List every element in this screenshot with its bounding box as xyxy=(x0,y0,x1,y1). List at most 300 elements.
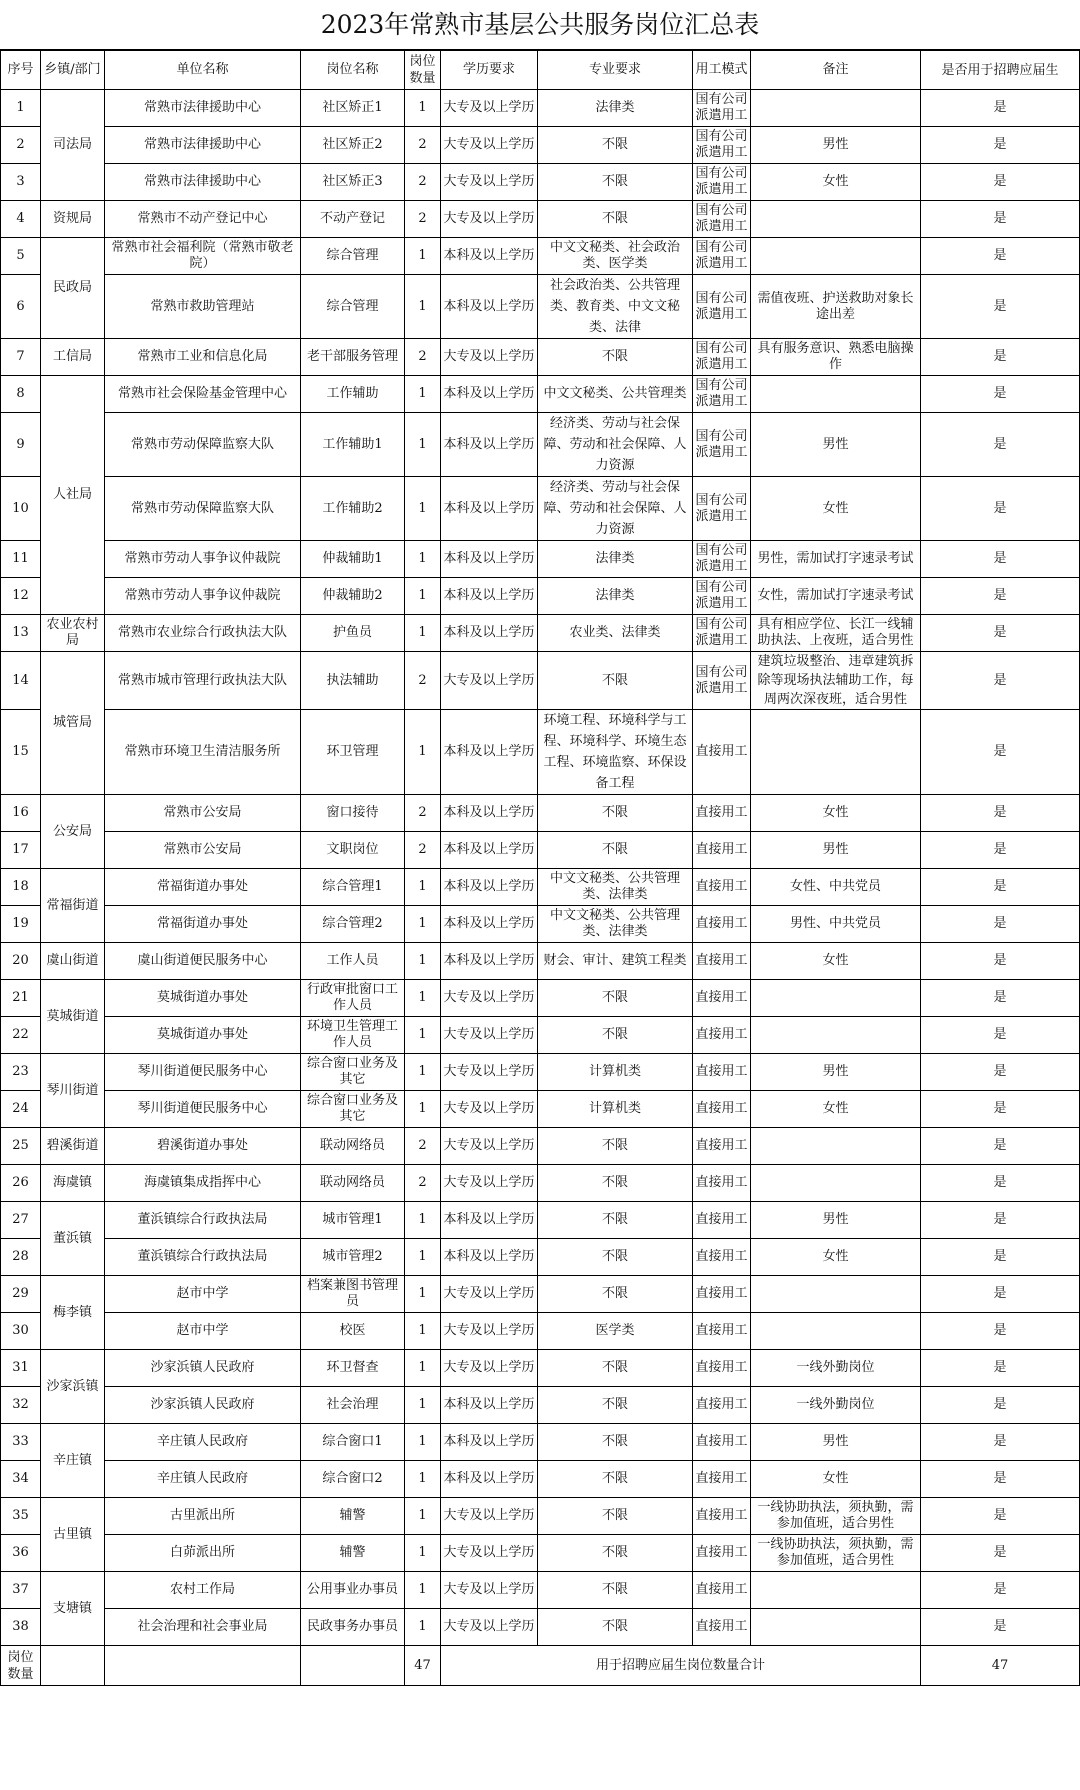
cell-note xyxy=(751,201,921,238)
cell-fresh: 是 xyxy=(921,1054,1080,1091)
cell-count: 1 xyxy=(405,1017,441,1054)
table-row xyxy=(1,413,1080,477)
cell-edu: 本科及以上学历 xyxy=(441,1387,538,1424)
cell-no: 16 xyxy=(1,795,41,832)
cell-edu: 本科及以上学历 xyxy=(441,477,538,541)
cell-no: 20 xyxy=(1,943,41,980)
cell-no: 13 xyxy=(1,615,41,652)
cell-fresh: 是 xyxy=(921,339,1080,376)
cell-post: 综合管理 xyxy=(301,238,405,275)
cell-mode: 直接用工 xyxy=(693,1609,751,1646)
col-header-dept: 乡镇/部门 xyxy=(41,51,105,90)
cell-post: 环卫管理 xyxy=(301,710,405,795)
cell-unit: 董浜镇综合行政执法局 xyxy=(105,1239,301,1276)
cell-fresh: 是 xyxy=(921,90,1080,127)
cell-edu: 大专及以上学历 xyxy=(441,1091,538,1128)
cell-no: 26 xyxy=(1,1165,41,1202)
cell-post: 护鱼员 xyxy=(301,615,405,652)
col-header-post: 岗位名称 xyxy=(301,51,405,90)
col-header-major: 专业要求 xyxy=(538,51,693,90)
cell-no: 25 xyxy=(1,1128,41,1165)
cell-edu: 大专及以上学历 xyxy=(441,201,538,238)
cell-unit: 莫城街道办事处 xyxy=(105,980,301,1017)
cell-edu: 大专及以上学历 xyxy=(441,1313,538,1350)
cell-edu: 本科及以上学历 xyxy=(441,413,538,477)
cell-note: 男性 xyxy=(751,127,921,164)
cell-edu: 本科及以上学历 xyxy=(441,1424,538,1461)
cell-mode: 直接用工 xyxy=(693,906,751,943)
cell-unit: 白茆派出所 xyxy=(105,1535,301,1572)
cell-note xyxy=(751,376,921,413)
table-row xyxy=(1,201,1080,238)
col-header-edu: 学历要求 xyxy=(441,51,538,90)
cell-count: 2 xyxy=(405,1128,441,1165)
cell-major: 农业类、法律类 xyxy=(538,615,693,652)
cell-major: 计算机类 xyxy=(538,1054,693,1091)
cell-fresh: 是 xyxy=(921,710,1080,795)
cell-dept: 虞山街道 xyxy=(41,943,105,980)
footer-fresh-label: 用于招聘应届生岗位数量合计 xyxy=(441,1646,921,1686)
cell-count: 1 xyxy=(405,1276,441,1313)
cell-no: 23 xyxy=(1,1054,41,1091)
cell-major: 不限 xyxy=(538,1017,693,1054)
cell-no: 30 xyxy=(1,1313,41,1350)
cell-fresh: 是 xyxy=(921,1017,1080,1054)
cell-count: 1 xyxy=(405,1572,441,1609)
cell-unit: 常福街道办事处 xyxy=(105,869,301,906)
cell-mode: 国有公司派遣用工 xyxy=(693,652,751,710)
cell-no: 6 xyxy=(1,275,41,339)
table-row xyxy=(1,906,1080,943)
cell-unit: 赵市中学 xyxy=(105,1276,301,1313)
cell-post: 城市管理2 xyxy=(301,1239,405,1276)
cell-major: 不限 xyxy=(538,1535,693,1572)
cell-fresh: 是 xyxy=(921,1572,1080,1609)
cell-no: 34 xyxy=(1,1461,41,1498)
cell-count: 1 xyxy=(405,477,441,541)
cell-note: 女性 xyxy=(751,477,921,541)
cell-unit: 赵市中学 xyxy=(105,1313,301,1350)
cell-major: 不限 xyxy=(538,1350,693,1387)
cell-unit: 常熟市不动产登记中心 xyxy=(105,201,301,238)
cell-count: 1 xyxy=(405,541,441,578)
cell-post: 辅警 xyxy=(301,1535,405,1572)
cell-unit: 常熟市劳动保障监察大队 xyxy=(105,477,301,541)
cell-fresh: 是 xyxy=(921,1091,1080,1128)
cell-fresh: 是 xyxy=(921,1165,1080,1202)
cell-edu: 本科及以上学历 xyxy=(441,943,538,980)
table-row xyxy=(1,238,1080,275)
cell-post: 环卫督查 xyxy=(301,1350,405,1387)
cell-fresh: 是 xyxy=(921,541,1080,578)
footer-total-count: 47 xyxy=(405,1646,441,1686)
cell-no: 14 xyxy=(1,652,41,710)
cell-dept: 常福街道 xyxy=(41,869,105,943)
cell-major: 法律类 xyxy=(538,90,693,127)
cell-dept: 海虞镇 xyxy=(41,1165,105,1202)
table-row xyxy=(1,1535,1080,1572)
cell-edu: 大专及以上学历 xyxy=(441,339,538,376)
cell-unit: 古里派出所 xyxy=(105,1498,301,1535)
cell-unit: 常熟市劳动人事争议仲裁院 xyxy=(105,578,301,615)
cell-mode: 国有公司派遣用工 xyxy=(693,275,751,339)
cell-post: 综合管理 xyxy=(301,275,405,339)
cell-note xyxy=(751,1017,921,1054)
table-row xyxy=(1,1387,1080,1424)
cell-major: 中文文秘类、公共管理类、法律类 xyxy=(538,869,693,906)
cell-major: 法律类 xyxy=(538,541,693,578)
cell-fresh: 是 xyxy=(921,1387,1080,1424)
cell-mode: 直接用工 xyxy=(693,980,751,1017)
cell-post: 公用事业办事员 xyxy=(301,1572,405,1609)
cell-dept: 碧溪街道 xyxy=(41,1128,105,1165)
page-title: 2023年常熟市基层公共服务岗位汇总表 xyxy=(0,0,1080,50)
cell-major: 医学类 xyxy=(538,1313,693,1350)
cell-fresh: 是 xyxy=(921,1498,1080,1535)
cell-edu: 本科及以上学历 xyxy=(441,615,538,652)
table-row xyxy=(1,980,1080,1017)
cell-count: 1 xyxy=(405,943,441,980)
cell-no: 36 xyxy=(1,1535,41,1572)
cell-count: 2 xyxy=(405,1165,441,1202)
cell-edu: 大专及以上学历 xyxy=(441,1017,538,1054)
cell-mode: 国有公司派遣用工 xyxy=(693,339,751,376)
cell-note: 男性 xyxy=(751,1424,921,1461)
cell-unit: 社会治理和社会事业局 xyxy=(105,1609,301,1646)
cell-count: 1 xyxy=(405,1609,441,1646)
cell-count: 2 xyxy=(405,339,441,376)
cell-no: 38 xyxy=(1,1609,41,1646)
cell-dept: 董浜镇 xyxy=(41,1202,105,1276)
footer-empty-cell xyxy=(105,1646,301,1686)
cell-mode: 国有公司派遣用工 xyxy=(693,413,751,477)
cell-note: 男性 xyxy=(751,1054,921,1091)
cell-note: 女性，需加试打字速录考试 xyxy=(751,578,921,615)
cell-fresh: 是 xyxy=(921,1313,1080,1350)
cell-edu: 大专及以上学历 xyxy=(441,1535,538,1572)
cell-fresh: 是 xyxy=(921,652,1080,710)
cell-major: 中文文秘类、社会政治类、医学类 xyxy=(538,238,693,275)
cell-count: 1 xyxy=(405,906,441,943)
cell-unit: 常熟市工业和信息化局 xyxy=(105,339,301,376)
cell-no: 28 xyxy=(1,1239,41,1276)
cell-mode: 直接用工 xyxy=(693,1165,751,1202)
col-header-note: 备注 xyxy=(751,51,921,90)
cell-edu: 大专及以上学历 xyxy=(441,652,538,710)
cell-note: 女性 xyxy=(751,1091,921,1128)
cell-mode: 国有公司派遣用工 xyxy=(693,201,751,238)
cell-count: 1 xyxy=(405,578,441,615)
cell-edu: 大专及以上学历 xyxy=(441,980,538,1017)
cell-unit: 常熟市社会保险基金管理中心 xyxy=(105,376,301,413)
cell-note: 具有服务意识、熟悉电脑操作 xyxy=(751,339,921,376)
table-row xyxy=(1,1424,1080,1461)
cell-mode: 国有公司派遣用工 xyxy=(693,615,751,652)
cell-major: 中文文秘类、公共管理类、法律类 xyxy=(538,906,693,943)
cell-dept: 支塘镇 xyxy=(41,1572,105,1646)
cell-fresh: 是 xyxy=(921,1461,1080,1498)
cell-count: 2 xyxy=(405,127,441,164)
cell-post: 窗口接待 xyxy=(301,795,405,832)
table-row xyxy=(1,1350,1080,1387)
cell-major: 计算机类 xyxy=(538,1091,693,1128)
cell-mode: 直接用工 xyxy=(693,1535,751,1572)
cell-count: 1 xyxy=(405,1313,441,1350)
cell-no: 9 xyxy=(1,413,41,477)
cell-major: 不限 xyxy=(538,1128,693,1165)
cell-dept: 公安局 xyxy=(41,795,105,869)
table-row xyxy=(1,164,1080,201)
cell-post: 工作辅助1 xyxy=(301,413,405,477)
cell-count: 1 xyxy=(405,710,441,795)
cell-note: 女性 xyxy=(751,943,921,980)
cell-major: 不限 xyxy=(538,1498,693,1535)
cell-edu: 大专及以上学历 xyxy=(441,164,538,201)
cell-unit: 常熟市环境卫生清洁服务所 xyxy=(105,710,301,795)
cell-edu: 本科及以上学历 xyxy=(441,238,538,275)
cell-mode: 国有公司派遣用工 xyxy=(693,477,751,541)
cell-count: 1 xyxy=(405,238,441,275)
cell-post: 城市管理1 xyxy=(301,1202,405,1239)
cell-edu: 大专及以上学历 xyxy=(441,1572,538,1609)
cell-mode: 直接用工 xyxy=(693,1276,751,1313)
cell-fresh: 是 xyxy=(921,127,1080,164)
cell-mode: 国有公司派遣用工 xyxy=(693,164,751,201)
cell-no: 18 xyxy=(1,869,41,906)
cell-note: 一线协助执法，须执勤，需参加值班，适合男性 xyxy=(751,1535,921,1572)
cell-no: 4 xyxy=(1,201,41,238)
cell-count: 1 xyxy=(405,1054,441,1091)
cell-major: 中文文秘类、公共管理类 xyxy=(538,376,693,413)
table-row xyxy=(1,943,1080,980)
cell-edu: 大专及以上学历 xyxy=(441,1498,538,1535)
cell-unit: 莫城街道办事处 xyxy=(105,1017,301,1054)
cell-fresh: 是 xyxy=(921,1202,1080,1239)
cell-edu: 本科及以上学历 xyxy=(441,906,538,943)
cell-count: 1 xyxy=(405,1350,441,1387)
cell-edu: 本科及以上学历 xyxy=(441,275,538,339)
cell-fresh: 是 xyxy=(921,1609,1080,1646)
cell-note: 需值夜班、护送救助对象长途出差 xyxy=(751,275,921,339)
table-row xyxy=(1,477,1080,541)
cell-post: 社会治理 xyxy=(301,1387,405,1424)
cell-major: 法律类 xyxy=(538,578,693,615)
cell-no: 8 xyxy=(1,376,41,413)
cell-note: 男性 xyxy=(751,832,921,869)
cell-major: 不限 xyxy=(538,1165,693,1202)
table-row xyxy=(1,710,1080,795)
table-row xyxy=(1,275,1080,339)
cell-dept: 莫城街道 xyxy=(41,980,105,1054)
table-row xyxy=(1,90,1080,127)
table-row xyxy=(1,1313,1080,1350)
cell-edu: 大专及以上学历 xyxy=(441,127,538,164)
cell-post: 综合窗口业务及其它 xyxy=(301,1091,405,1128)
table-row xyxy=(1,615,1080,652)
cell-no: 19 xyxy=(1,906,41,943)
cell-major: 不限 xyxy=(538,201,693,238)
cell-major: 不限 xyxy=(538,1202,693,1239)
cell-edu: 本科及以上学历 xyxy=(441,1202,538,1239)
cell-count: 1 xyxy=(405,980,441,1017)
cell-no: 37 xyxy=(1,1572,41,1609)
cell-count: 1 xyxy=(405,1461,441,1498)
cell-fresh: 是 xyxy=(921,615,1080,652)
cell-count: 1 xyxy=(405,275,441,339)
cell-no: 12 xyxy=(1,578,41,615)
cell-edu: 大专及以上学历 xyxy=(441,1128,538,1165)
cell-edu: 大专及以上学历 xyxy=(441,1054,538,1091)
table-row xyxy=(1,869,1080,906)
cell-fresh: 是 xyxy=(921,578,1080,615)
cell-major: 不限 xyxy=(538,1239,693,1276)
cell-note: 一线协助执法，须执勤，需参加值班，适合男性 xyxy=(751,1498,921,1535)
cell-fresh: 是 xyxy=(921,1239,1080,1276)
cell-note: 女性 xyxy=(751,1239,921,1276)
cell-note xyxy=(751,1609,921,1646)
cell-unit: 虞山街道便民服务中心 xyxy=(105,943,301,980)
cell-mode: 直接用工 xyxy=(693,1054,751,1091)
cell-count: 2 xyxy=(405,164,441,201)
cell-unit: 辛庄镇人民政府 xyxy=(105,1461,301,1498)
cell-count: 1 xyxy=(405,615,441,652)
cell-fresh: 是 xyxy=(921,1276,1080,1313)
cell-unit: 沙家浜镇人民政府 xyxy=(105,1350,301,1387)
cell-post: 综合管理1 xyxy=(301,869,405,906)
cell-fresh: 是 xyxy=(921,832,1080,869)
cell-major: 社会政治类、公共管理类、教育类、中文文秘类、法律 xyxy=(538,275,693,339)
cell-edu: 大专及以上学历 xyxy=(441,1609,538,1646)
cell-unit: 常熟市劳动人事争议仲裁院 xyxy=(105,541,301,578)
cell-dept: 资规局 xyxy=(41,201,105,238)
cell-post: 社区矫正1 xyxy=(301,90,405,127)
cell-edu: 本科及以上学历 xyxy=(441,376,538,413)
cell-post: 综合窗口1 xyxy=(301,1424,405,1461)
cell-unit: 琴川街道便民服务中心 xyxy=(105,1091,301,1128)
cell-unit: 董浜镇综合行政执法局 xyxy=(105,1202,301,1239)
cell-post: 工作人员 xyxy=(301,943,405,980)
cell-major: 不限 xyxy=(538,1276,693,1313)
cell-mode: 国有公司派遣用工 xyxy=(693,238,751,275)
cell-post: 工作辅助 xyxy=(301,376,405,413)
cell-edu: 大专及以上学历 xyxy=(441,90,538,127)
cell-fresh: 是 xyxy=(921,477,1080,541)
cell-dept: 沙家浜镇 xyxy=(41,1350,105,1424)
cell-fresh: 是 xyxy=(921,1128,1080,1165)
cell-edu: 本科及以上学历 xyxy=(441,832,538,869)
table-row xyxy=(1,339,1080,376)
cell-note: 女性 xyxy=(751,795,921,832)
cell-major: 不限 xyxy=(538,652,693,710)
table-row xyxy=(1,1276,1080,1313)
cell-edu: 本科及以上学历 xyxy=(441,710,538,795)
cell-mode: 直接用工 xyxy=(693,1313,751,1350)
cell-fresh: 是 xyxy=(921,795,1080,832)
cell-mode: 直接用工 xyxy=(693,1017,751,1054)
cell-no: 2 xyxy=(1,127,41,164)
cell-count: 2 xyxy=(405,652,441,710)
cell-post: 联动网络员 xyxy=(301,1165,405,1202)
cell-fresh: 是 xyxy=(921,980,1080,1017)
table-row xyxy=(1,1202,1080,1239)
cell-fresh: 是 xyxy=(921,1535,1080,1572)
cell-no: 7 xyxy=(1,339,41,376)
cell-major: 经济类、劳动与社会保障、劳动和社会保障、人力资源 xyxy=(538,413,693,477)
cell-unit: 常熟市农业综合行政执法大队 xyxy=(105,615,301,652)
cell-edu: 本科及以上学历 xyxy=(441,1461,538,1498)
cell-mode: 国有公司派遣用工 xyxy=(693,90,751,127)
cell-major: 不限 xyxy=(538,1572,693,1609)
cell-fresh: 是 xyxy=(921,238,1080,275)
positions-table xyxy=(0,50,1080,1686)
cell-unit: 常熟市救助管理站 xyxy=(105,275,301,339)
cell-major: 不限 xyxy=(538,795,693,832)
cell-note xyxy=(751,980,921,1017)
cell-mode: 直接用工 xyxy=(693,1202,751,1239)
cell-unit: 常熟市公安局 xyxy=(105,832,301,869)
cell-note xyxy=(751,1165,921,1202)
cell-note: 一线外勤岗位 xyxy=(751,1350,921,1387)
cell-no: 31 xyxy=(1,1350,41,1387)
cell-dept: 琴川街道 xyxy=(41,1054,105,1128)
cell-fresh: 是 xyxy=(921,943,1080,980)
cell-unit: 碧溪街道办事处 xyxy=(105,1128,301,1165)
cell-dept: 梅李镇 xyxy=(41,1276,105,1350)
table-body xyxy=(1,90,1080,1646)
cell-mode: 国有公司派遣用工 xyxy=(693,376,751,413)
cell-mode: 直接用工 xyxy=(693,710,751,795)
cell-edu: 大专及以上学历 xyxy=(441,1350,538,1387)
cell-no: 24 xyxy=(1,1091,41,1128)
cell-fresh: 是 xyxy=(921,1424,1080,1461)
table-row xyxy=(1,1054,1080,1091)
cell-post: 综合窗口2 xyxy=(301,1461,405,1498)
cell-major: 财会、审计、建筑工程类 xyxy=(538,943,693,980)
table-row xyxy=(1,1017,1080,1054)
cell-no: 5 xyxy=(1,238,41,275)
cell-mode: 直接用工 xyxy=(693,1128,751,1165)
cell-dept: 工信局 xyxy=(41,339,105,376)
cell-count: 1 xyxy=(405,1424,441,1461)
cell-post: 民政事务办事员 xyxy=(301,1609,405,1646)
cell-unit: 常福街道办事处 xyxy=(105,906,301,943)
cell-unit: 常熟市公安局 xyxy=(105,795,301,832)
cell-edu: 本科及以上学历 xyxy=(441,541,538,578)
cell-major: 不限 xyxy=(538,980,693,1017)
cell-unit: 常熟市法律援助中心 xyxy=(105,90,301,127)
cell-post: 环境卫生管理工作人员 xyxy=(301,1017,405,1054)
cell-mode: 直接用工 xyxy=(693,1387,751,1424)
cell-mode: 国有公司派遣用工 xyxy=(693,578,751,615)
cell-fresh: 是 xyxy=(921,201,1080,238)
cell-unit: 常熟市城市管理行政执法大队 xyxy=(105,652,301,710)
cell-mode: 直接用工 xyxy=(693,869,751,906)
cell-dept: 城管局 xyxy=(41,652,105,795)
col-header-count: 岗位数量 xyxy=(405,51,441,90)
cell-note xyxy=(751,238,921,275)
cell-post: 仲裁辅助1 xyxy=(301,541,405,578)
cell-count: 2 xyxy=(405,795,441,832)
cell-post: 校医 xyxy=(301,1313,405,1350)
footer-label: 岗位数量 xyxy=(1,1646,41,1686)
cell-edu: 大专及以上学历 xyxy=(441,1276,538,1313)
cell-note xyxy=(751,1572,921,1609)
cell-post: 工作辅助2 xyxy=(301,477,405,541)
cell-mode: 直接用工 xyxy=(693,1091,751,1128)
cell-no: 11 xyxy=(1,541,41,578)
table-row xyxy=(1,1498,1080,1535)
table-row xyxy=(1,376,1080,413)
